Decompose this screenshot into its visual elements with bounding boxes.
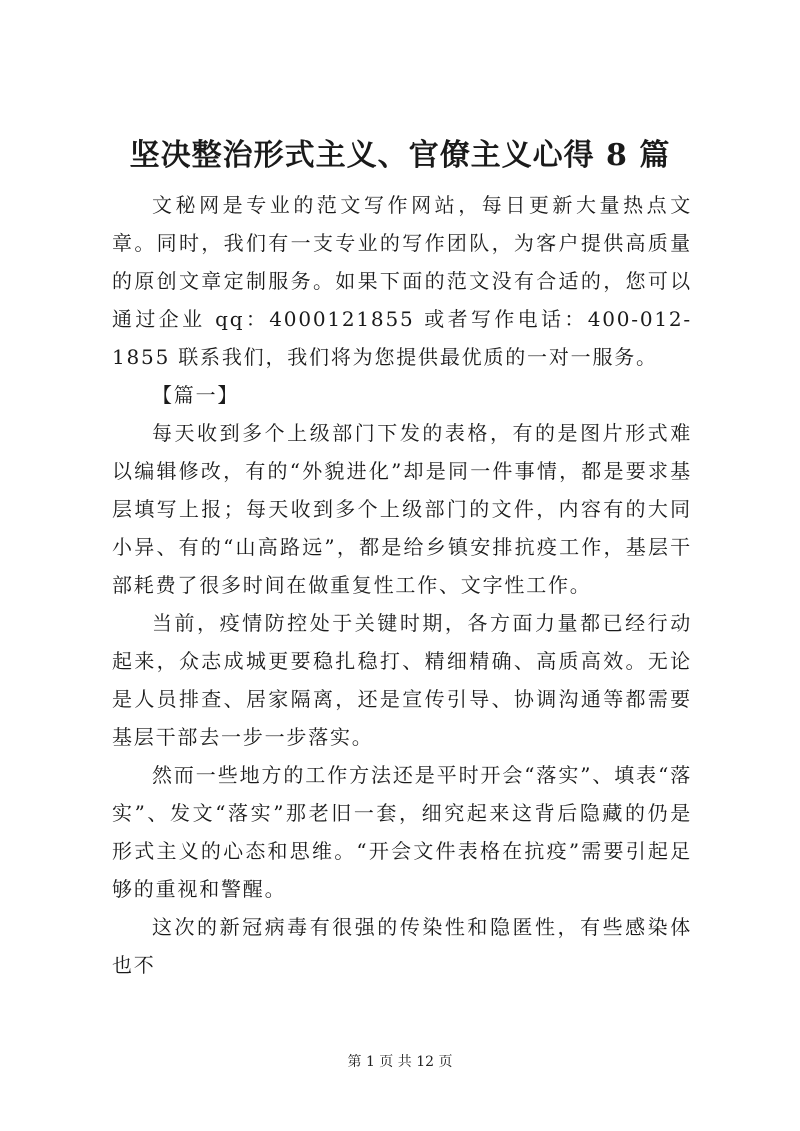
section-heading: 【篇一】: [152, 383, 240, 407]
document-body: [112, 186, 692, 984]
intro-paragraph: 文秘网是专业的范文写作网站，每日更新大量热点文章。同时，我们有一支专业的写作团队，为客户提供高质量的原创文章定制服务。如果下面的范文没有合适的，您可以通过企业 qq：4000121855 或者写作电话：400-012-1855 联系我们，我们将为您提供最优质的一对一服务。: [112, 193, 692, 369]
page-title: 坚决整治形式主义、官僚主义心得 8 篇: [129, 138, 671, 173]
body-paragraph: 每天收到多个上级部门下发的表格，有的是图片形式难以编辑修改，有的“外貌进化”却是同一件事情，都是要求基层填写上报；每天收到多个上级部门的文件，内容有的大同小异、有的“山高路远”，都是给乡镇安排抗疫工作，基层干部耗费了很多时间在做重复性工作、文字性工作。: [112, 421, 692, 597]
body-paragraph: 当前，疫情防控处于关键时期，各方面力量都已经行动起来，众志成城更要稳扎稳打、精细精确、高质高效。无论是人员排查、居家隔离，还是宣传引导、协调沟通等都需要基层干部去一步一步落实。: [112, 611, 692, 749]
page-number-footer: 第 1 页 共 12 页: [347, 1054, 453, 1070]
body-paragraph: 这次的新冠病毒有很强的传染性和隐匿性，有些感染体也不: [112, 915, 692, 977]
body-paragraph: 然而一些地方的工作方法还是平时开会“落实”、填表“落实”、发文“落实”那老旧一套，细究起来这背后隐藏的仍是形式主义的心态和思维。“开会文件表格在抗疫”需要引起足够的重视和警醒。: [112, 763, 692, 901]
